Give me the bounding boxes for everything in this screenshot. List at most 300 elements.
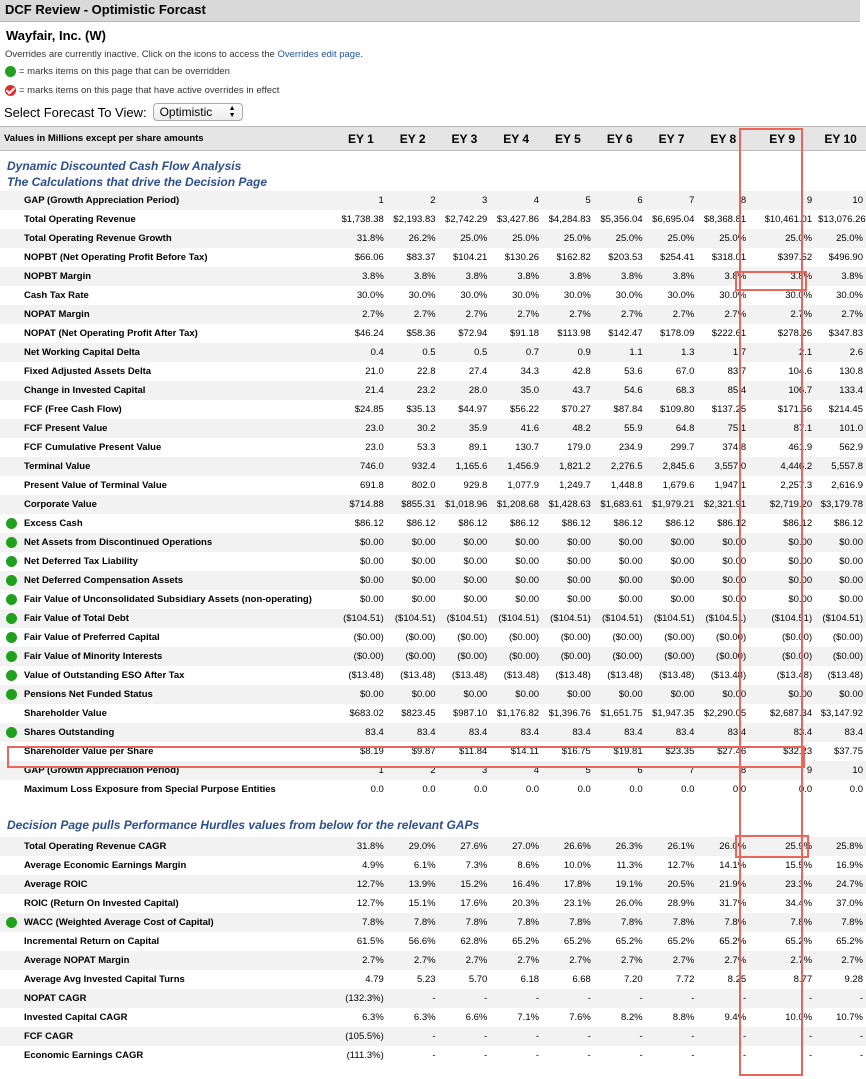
- cell-ey7: $0.00: [670, 593, 695, 605]
- cell-ey4: 16.4%: [490, 875, 542, 894]
- cell-ey8: 85.4: [697, 381, 749, 400]
- cell-ey6: 55.9: [594, 419, 646, 438]
- cell-ey3: 30.0%: [460, 289, 488, 301]
- table-row-nopat-cagr: [0, 989, 866, 1008]
- cell-ey7: 2.7%: [646, 951, 698, 970]
- cell-ey6: $142.47: [608, 327, 643, 339]
- cell-ey3: $0.00: [463, 555, 488, 567]
- cell-ey7: 30.0%: [667, 289, 695, 301]
- cell-ey6: 0.0: [629, 783, 643, 795]
- table-row-fair-value-of-preferred-capital: [0, 628, 866, 647]
- cell-ey8: $86.12: [717, 517, 747, 529]
- row-label: [0, 400, 335, 419]
- cell-ey7: $86.12: [665, 517, 695, 529]
- cell-ey2: 3.8%: [387, 267, 439, 286]
- cell-ey4: $14.11: [510, 745, 540, 757]
- cell-ey9: 83.4: [749, 723, 815, 742]
- column-header-ey2: EY 2: [387, 127, 439, 151]
- row-label-text: Terminal Value: [24, 460, 91, 472]
- cell-ey7: 3.8%: [646, 267, 698, 286]
- cell-ey4: 7.1%: [517, 1011, 540, 1023]
- section-heading: Dynamic Discounted Cash Flow Analysis: [7, 158, 242, 173]
- cell-ey5: $0.00: [542, 685, 594, 704]
- override-dot-icon[interactable]: [6, 537, 17, 548]
- cell-ey4: ($13.48): [503, 669, 540, 681]
- row-label-text: Net Working Capital Delta: [24, 346, 140, 358]
- cell-ey4: 41.6: [490, 419, 542, 438]
- cell-ey9: $0.00: [749, 533, 815, 552]
- cell-ey3: 3.8%: [439, 267, 491, 286]
- cell-ey3: 7.3%: [465, 859, 488, 871]
- row-label: [0, 419, 335, 438]
- cell-ey2: 26.2%: [387, 229, 439, 248]
- cell-ey2: 2.7%: [387, 305, 439, 324]
- cell-ey8: 30.0%: [719, 289, 747, 301]
- row-label: [0, 780, 335, 799]
- cell-ey3: $1,018.96: [439, 495, 491, 514]
- table-row-total-operating-revenue: [0, 210, 866, 229]
- cell-ey10: 9.28: [844, 973, 863, 985]
- row-label-text: Net Assets from Discontinued Operations: [24, 536, 213, 548]
- cell-ey3: $0.00: [463, 593, 488, 605]
- cell-ey5: -: [587, 1049, 591, 1061]
- cell-ey6: 26.3%: [594, 837, 646, 856]
- cell-ey2: 13.9%: [387, 875, 439, 894]
- cell-ey6: 2,276.5: [594, 457, 646, 476]
- cell-ey7: $1,947.35: [652, 707, 695, 719]
- row-label: [0, 913, 335, 932]
- cell-ey9: 106.7: [749, 381, 815, 400]
- cell-ey1: $24.85: [354, 403, 384, 415]
- cell-ey2: 53.3: [417, 441, 436, 453]
- cell-ey9: 461.9: [788, 441, 813, 453]
- row-label-text: Shareholder Value: [24, 707, 107, 719]
- override-dot-icon[interactable]: [6, 670, 17, 681]
- cell-ey3: 2.7%: [439, 951, 491, 970]
- cell-ey9: 15.5%: [785, 859, 813, 871]
- row-label: [0, 571, 335, 590]
- row-label: [0, 457, 335, 476]
- cell-ey1: 12.7%: [335, 875, 387, 894]
- cell-ey7: 25.0%: [646, 229, 698, 248]
- table-row-economic-earnings-cagr: [0, 1046, 866, 1065]
- cell-ey10: $496.90: [828, 251, 863, 263]
- cell-ey10: ($104.51): [815, 609, 866, 628]
- cell-ey10: $0.00: [815, 571, 866, 590]
- cell-ey1: (105.5%): [335, 1027, 387, 1046]
- cell-ey3: ($0.00): [439, 647, 491, 666]
- row-label-text: Total Operating Revenue: [24, 213, 136, 225]
- row-label-text: FCF Cumulative Present Value: [24, 441, 162, 453]
- cell-ey1: $0.00: [335, 571, 387, 590]
- cell-ey2: 932.4: [387, 457, 439, 476]
- cell-ey5: $86.12: [561, 517, 591, 529]
- cell-ey8: 1,947.1: [714, 479, 747, 491]
- cell-ey1: $86.12: [354, 517, 384, 529]
- row-label-text: Economic Earnings CAGR: [24, 1049, 144, 1061]
- cell-ey4: -: [535, 1049, 540, 1061]
- column-header-ey3: EY 3: [439, 127, 491, 151]
- cell-ey8: 7.8%: [697, 913, 749, 932]
- cell-ey4: 4: [490, 761, 542, 780]
- cell-ey3: 27.6%: [439, 837, 491, 856]
- cell-ey2: $58.36: [406, 327, 436, 339]
- cell-ey7: ($13.48): [658, 669, 695, 681]
- cell-ey5: $0.00: [567, 593, 591, 605]
- cell-ey9: 30.0%: [785, 289, 813, 301]
- cell-ey3: $2,742.29: [445, 213, 488, 225]
- dcf-table-container: [0, 126, 866, 1065]
- cell-ey2: 2: [387, 191, 439, 210]
- cell-ey1: 4.9%: [362, 859, 384, 871]
- cell-ey3: -: [439, 989, 491, 1008]
- row-label: [0, 343, 335, 362]
- cell-ey8: 374.8: [722, 441, 747, 453]
- cell-ey10: $3,179.78: [815, 495, 866, 514]
- table-row-shareholder-value: [0, 704, 866, 723]
- cell-ey8: 83.7: [727, 365, 747, 377]
- cell-ey5: $162.82: [556, 251, 591, 263]
- cell-ey2: 2.7%: [387, 951, 439, 970]
- cell-ey4: $1,176.82: [496, 707, 540, 719]
- cell-ey3: 3: [439, 761, 491, 780]
- cell-ey6: $0.00: [594, 533, 646, 552]
- cell-ey1: 2.7%: [335, 305, 387, 324]
- cell-ey10: 10: [815, 761, 866, 780]
- cell-ey4: 20.3%: [512, 897, 540, 909]
- table-row-corporate-value: [0, 495, 866, 514]
- cell-ey6: 30.0%: [615, 289, 643, 301]
- cell-ey6: 234.9: [618, 441, 643, 453]
- cell-ey1: $0.00: [360, 555, 384, 567]
- cell-ey4: ($0.00): [490, 647, 542, 666]
- cell-ey2: 29.0%: [387, 837, 439, 856]
- cell-ey5: $0.00: [567, 555, 591, 567]
- cell-ey10: -: [815, 1027, 866, 1046]
- cell-ey7: 20.5%: [646, 875, 698, 894]
- cell-ey4: 0.0: [525, 783, 540, 795]
- override-dot-icon[interactable]: [6, 575, 17, 586]
- cell-ey8: ($104.51): [697, 609, 749, 628]
- row-label: [0, 381, 335, 400]
- dcf-table: [0, 126, 866, 1065]
- cell-ey2: $0.00: [411, 593, 436, 605]
- cell-ey1: 2.7%: [335, 951, 387, 970]
- cell-ey3: -: [484, 1049, 488, 1061]
- cell-ey10: 2.7%: [815, 305, 866, 324]
- table-row-fcf-present-value: [0, 419, 866, 438]
- cell-ey1: ($0.00): [353, 631, 384, 643]
- legend-green-text: = marks items on this page that can be overridden: [19, 66, 230, 77]
- cell-ey3: $72.94: [458, 327, 488, 339]
- table-row-net-working-capital-delta: [0, 343, 866, 362]
- table-row-change-in-invested-capital: [0, 381, 866, 400]
- cell-ey1: (132.3%): [335, 989, 387, 1008]
- cell-ey4: $1,208.68: [490, 495, 542, 514]
- cell-ey7: 26.1%: [646, 837, 698, 856]
- cell-ey10: 2.6: [815, 343, 866, 362]
- row-label-text: FCF (Free Cash Flow): [24, 403, 122, 415]
- cell-ey6: $1,683.61: [594, 495, 646, 514]
- cell-ey7: 1.3: [646, 343, 698, 362]
- cell-ey9: $278.26: [777, 327, 813, 339]
- cell-ey5: $113.98: [557, 327, 591, 339]
- cell-ey3: ($104.51): [439, 609, 491, 628]
- row-label: [0, 1008, 335, 1027]
- cell-ey10: $0.00: [815, 533, 866, 552]
- cell-ey8: 3.8%: [697, 267, 749, 286]
- cell-ey1: $8.19: [360, 745, 384, 757]
- cell-ey7: -: [646, 989, 698, 1008]
- cell-ey4: $91.18: [510, 327, 540, 339]
- table-row-nopat-net-operating-profit-after-tax: [0, 324, 866, 343]
- override-dot-icon[interactable]: [6, 917, 17, 928]
- cell-ey6: 65.2%: [615, 935, 643, 947]
- cell-ey3: 6.6%: [465, 1011, 488, 1023]
- override-dot-icon[interactable]: [6, 594, 17, 605]
- table-row-shareholder-value-per-share: [0, 742, 866, 761]
- override-dot-icon[interactable]: [6, 632, 17, 643]
- cell-ey9: 2,257.3: [780, 479, 813, 491]
- row-label: [0, 1027, 335, 1046]
- legend-red: [0, 79, 860, 98]
- cell-ey3: $86.12: [458, 517, 488, 529]
- forecast-select[interactable]: [153, 103, 243, 121]
- cell-ey4: ($104.51): [490, 609, 542, 628]
- cell-ey9: 2.7%: [749, 305, 815, 324]
- row-label: [0, 704, 335, 723]
- table-row-nopbt-margin: [0, 267, 866, 286]
- cell-ey9: 87.1: [749, 419, 815, 438]
- cell-ey1: $1,738.38: [341, 213, 384, 225]
- cell-ey6: 19.1%: [594, 875, 646, 894]
- cell-ey10: 10.7%: [836, 1011, 863, 1023]
- cell-ey2: 2: [387, 761, 439, 780]
- row-label-text: Corporate Value: [24, 498, 97, 510]
- row-label-text: ROIC (Return On Invested Capital): [24, 897, 179, 909]
- column-header-ey6: EY 6: [594, 127, 646, 151]
- row-label: [0, 723, 335, 742]
- column-header-ey5: EY 5: [542, 127, 594, 151]
- cell-ey3: 28.0: [439, 381, 491, 400]
- overrides-note: [0, 43, 860, 60]
- cell-ey9: 104.6: [788, 365, 813, 377]
- cell-ey3: 27.4: [468, 365, 488, 377]
- cell-ey2: $0.00: [387, 571, 439, 590]
- cell-ey10: $3,147.92: [820, 707, 863, 719]
- row-label-text: Average NOPAT Margin: [24, 954, 130, 966]
- cell-ey10: 16.9%: [836, 859, 863, 871]
- row-label: [0, 248, 335, 267]
- cell-ey8: $137.25: [711, 403, 747, 415]
- cell-ey8: 21.9%: [697, 875, 749, 894]
- table-row-gap-growth-appreciation-period: [0, 191, 866, 210]
- cell-ey2: $823.45: [401, 707, 436, 719]
- cell-ey1: 31.8%: [335, 229, 387, 248]
- override-dot-icon[interactable]: [6, 556, 17, 567]
- cell-ey2: 6.3%: [413, 1011, 436, 1023]
- cell-ey4: 25.0%: [490, 229, 542, 248]
- table-row-average-avg-invested-capital-turns: [0, 970, 866, 989]
- table-row-fair-value-of-minority-interests: [0, 647, 866, 666]
- row-label-text: Pensions Net Funded Status: [24, 688, 153, 700]
- section-performance-hurdles: [0, 799, 866, 837]
- cell-ey4: 2.7%: [490, 951, 542, 970]
- cell-ey10: 65.2%: [836, 935, 863, 947]
- cell-ey7: 65.2%: [667, 935, 695, 947]
- cell-ey8: $27.46: [717, 745, 747, 757]
- cell-ey1: 1: [335, 761, 387, 780]
- cell-ey10: 7.8%: [815, 913, 866, 932]
- override-dot-icon[interactable]: [6, 518, 17, 529]
- cell-ey7: -: [691, 1049, 695, 1061]
- cell-ey9: $397.52: [777, 251, 813, 263]
- cell-ey5: 23.1%: [563, 897, 591, 909]
- cell-ey8: -: [742, 1049, 747, 1061]
- row-label: [0, 685, 335, 704]
- column-header-ey8: EY 8: [697, 127, 749, 151]
- select-arrows-icon: ▲ ▼: [228, 105, 236, 119]
- cell-ey10: 0.0: [849, 783, 863, 795]
- cell-ey9: $0.00: [749, 685, 815, 704]
- cell-ey5: 30.0%: [563, 289, 591, 301]
- cell-ey1: (111.3%): [346, 1049, 384, 1061]
- overrides-edit-link[interactable]: Overrides edit page: [277, 49, 361, 60]
- cell-ey5: -: [542, 989, 594, 1008]
- table-row-net-assets-from-discontinued-operations: [0, 533, 866, 552]
- cell-ey4: 2.7%: [490, 305, 542, 324]
- section-heading: The Calculations that drive the Decision Page: [7, 174, 268, 189]
- row-label: [0, 1046, 335, 1065]
- table-body: [0, 151, 866, 1065]
- row-label-text: Net Deferred Tax Liability: [24, 555, 138, 567]
- cell-ey4: 4: [490, 191, 542, 210]
- override-dot-icon[interactable]: [6, 613, 17, 624]
- row-label: [0, 210, 335, 229]
- cell-ey8: 8: [697, 761, 749, 780]
- cell-ey2: $9.87: [411, 745, 436, 757]
- row-label-text: Average Economic Earnings Margin: [24, 859, 187, 871]
- cell-ey5: 1,249.7: [559, 479, 591, 491]
- cell-ey10: -: [815, 989, 866, 1008]
- cell-ey6: 1.1: [594, 343, 646, 362]
- table-row-excess-cash: [0, 514, 866, 533]
- cell-ey4: 35.0: [490, 381, 542, 400]
- override-dot-icon[interactable]: [6, 689, 17, 700]
- cell-ey5: 0.0: [577, 783, 591, 795]
- cell-ey9: 9: [749, 191, 815, 210]
- cell-ey5: ($0.00): [542, 647, 594, 666]
- row-label-text: Net Deferred Compensation Assets: [24, 574, 184, 586]
- row-label-text: Cash Tax Rate: [24, 289, 89, 301]
- cell-ey6: $5,356.04: [600, 213, 643, 225]
- cell-ey5: 17.8%: [542, 875, 594, 894]
- cell-ey5: $70.27: [561, 403, 591, 415]
- cell-ey5: 6.68: [572, 973, 591, 985]
- cell-ey4: -: [490, 989, 542, 1008]
- row-label-text: Average ROIC: [24, 878, 88, 890]
- cell-ey9: 10.0%: [785, 1011, 813, 1023]
- cell-ey4: $56.22: [510, 403, 540, 415]
- override-dot-icon[interactable]: [6, 651, 17, 662]
- row-label-text: FCF Present Value: [24, 422, 108, 434]
- row-label: [0, 932, 335, 951]
- cell-ey5: $1,428.63: [542, 495, 594, 514]
- cell-ey10: ($0.00): [815, 647, 866, 666]
- cell-ey6: 1,448.8: [610, 479, 643, 491]
- table-row-fair-value-of-total-debt: [0, 609, 866, 628]
- cell-ey8: ($13.48): [710, 669, 747, 681]
- cell-ey5: $0.00: [542, 533, 594, 552]
- section-heading: Decision Page pulls Performance Hurdles values from below for the relevant GAPs: [7, 817, 480, 832]
- cell-ey7: 28.9%: [667, 897, 695, 909]
- cell-ey7: ($0.00): [664, 631, 695, 643]
- cell-ey10: 25.8%: [815, 837, 866, 856]
- cell-ey9: $0.00: [788, 555, 813, 567]
- row-label: [0, 533, 335, 552]
- cell-ey7: 12.7%: [667, 859, 695, 871]
- cell-ey2: 0.0: [422, 783, 436, 795]
- cell-ey10: $86.12: [833, 517, 863, 529]
- table-row-invested-capital-cagr: [0, 1008, 866, 1027]
- table-row-fcf-cagr: [0, 1027, 866, 1046]
- cell-ey8: $2,321.91: [697, 495, 749, 514]
- row-label: [0, 324, 335, 343]
- row-label: [0, 514, 335, 533]
- cell-ey3: ($0.00): [457, 631, 488, 643]
- cell-ey7: -: [646, 1027, 698, 1046]
- cell-ey4: $0.00: [515, 593, 540, 605]
- forecast-selector-row: [0, 98, 860, 122]
- cell-ey1: 7.8%: [335, 913, 387, 932]
- cell-ey7: 0.0: [681, 783, 695, 795]
- table-row-gap-growth-appreciation-period: [0, 761, 866, 780]
- cell-ey8: 2.7%: [697, 305, 749, 324]
- cell-ey4: ($0.00): [508, 631, 540, 643]
- cell-ey1: $714.88: [335, 495, 387, 514]
- cell-ey10: 10: [815, 191, 866, 210]
- row-label: [0, 552, 335, 571]
- table-row-total-operating-revenue-cagr: [0, 837, 866, 856]
- row-label-text: Fair Value of Unconsolidated Subsidiary Assets (non-operating): [24, 593, 312, 605]
- cell-ey5: 1,821.2: [542, 457, 594, 476]
- cell-ey7: 7: [646, 191, 698, 210]
- override-dot-icon[interactable]: [6, 727, 17, 738]
- row-label: [0, 229, 335, 248]
- cell-ey1: 21.4: [335, 381, 387, 400]
- cell-ey1: $0.00: [360, 593, 384, 605]
- cell-ey2: -: [432, 1049, 436, 1061]
- cell-ey9: -: [808, 1049, 813, 1061]
- cell-ey5: $4,284.83: [548, 213, 591, 225]
- cell-ey7: $109.80: [660, 403, 695, 415]
- cell-ey6: 7.20: [624, 973, 643, 985]
- cell-ey10: $0.00: [839, 555, 863, 567]
- row-label: [0, 875, 335, 894]
- cell-ey8: 75.1: [697, 419, 749, 438]
- row-label: [0, 191, 335, 210]
- cell-ey1: $683.02: [349, 707, 384, 719]
- cell-ey6: $0.00: [618, 593, 643, 605]
- table-row-fixed-adjusted-assets-delta: [0, 362, 866, 381]
- cell-ey7: $1,979.21: [646, 495, 698, 514]
- cell-ey3: 2.7%: [439, 305, 491, 324]
- cell-ey3: $0.00: [439, 533, 491, 552]
- legend-red-text: = marks items on this page that have active overrides in effect: [19, 85, 280, 96]
- cell-ey6: 2.7%: [594, 305, 646, 324]
- cell-ey8: 83.4: [697, 723, 749, 742]
- overrides-note-suffix: .: [360, 49, 364, 60]
